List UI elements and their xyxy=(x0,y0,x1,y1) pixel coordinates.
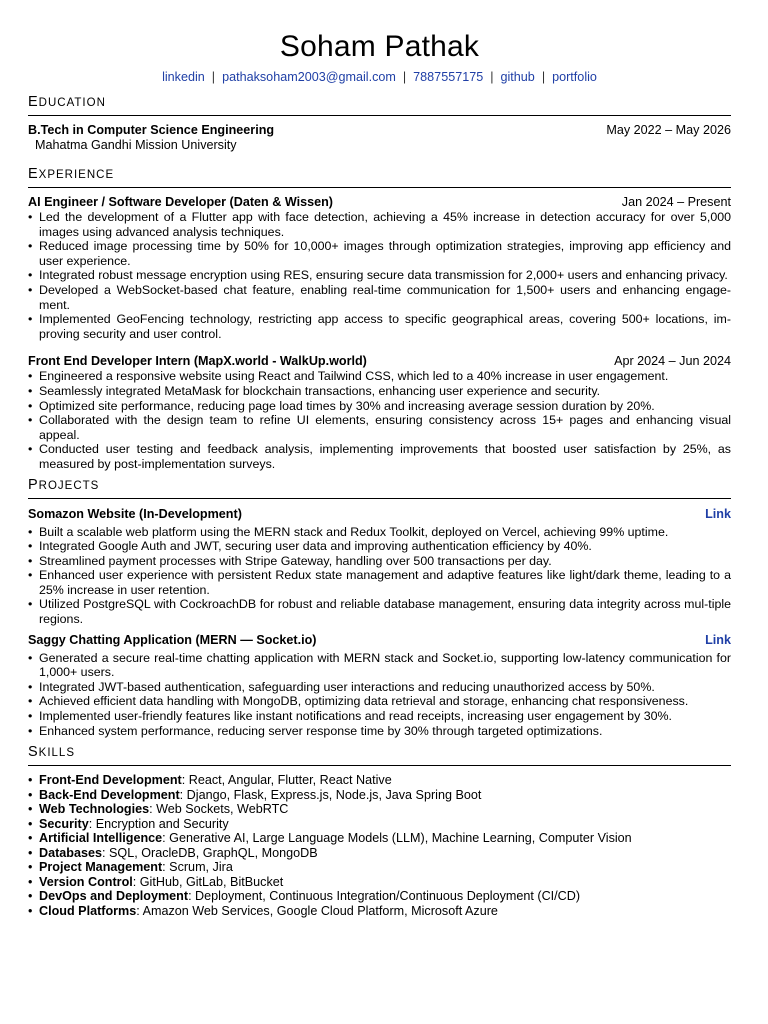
skills-list xyxy=(28,773,731,918)
skill-item: • Back-End Development: Django, Flask, Express.js, Node.js, Java Spring Boot xyxy=(28,788,731,803)
list-item: • Seamlessly integrated MetaMask for blockchain transactions, enhancing user experience and security. xyxy=(28,384,731,399)
contact-separator: | xyxy=(402,70,407,84)
skill-item: • DevOps and Deployment: Deployment, Continuous Integration/Continuous Deployment (CI/CD) xyxy=(28,889,731,904)
project-link[interactable]: Link xyxy=(705,506,731,521)
contact-separator: | xyxy=(211,70,216,84)
contact-separator: | xyxy=(541,70,546,84)
resume-page xyxy=(28,0,731,918)
portfolio-link[interactable]: portfolio xyxy=(552,70,597,84)
skill-item: • Databases: SQL, OracleDB, GraphQL, MongoDB xyxy=(28,846,731,861)
email-link[interactable]: pathaksoham2003@gmail.com xyxy=(222,70,396,84)
list-item: • Streamlined payment processes with Stripe Gateway, handling over 500 transactions per day. xyxy=(28,554,731,569)
skill-item: • Artificial Intelligence: Generative AI, Large Language Models (LLM), Machine Learning, Computer Vision xyxy=(28,831,731,846)
project-header xyxy=(28,507,731,522)
list-item: • Integrated robust message encryption using RES, ensuring secure data transmission for 2,000+ users and enhancing privacy. xyxy=(28,268,731,283)
phone-link[interactable]: 7887557175 xyxy=(413,70,484,84)
list-item: • Enhanced system performance, reducing server response time by 30% through targeted optimizations. xyxy=(28,724,731,739)
list-item: • Implemented user-friendly features like instant notifications and read receipts, increasing user engagement by 30%. xyxy=(28,709,731,724)
list-item: • Integrated JWT-based authentication, safeguarding user interactions and reducing unauthorized access by 50%. xyxy=(28,680,731,695)
list-item: • Optimized site performance, reducing page load times by 30% and increasing average session duration by 20%. xyxy=(28,399,731,414)
job-header xyxy=(28,354,731,369)
list-item: • Engineered a responsive website using React and Tailwind CSS, which led to a 40% increase in user engagement. xyxy=(28,369,731,384)
job-dates: Apr 2024 – Jun 2024 xyxy=(614,354,731,369)
project-header xyxy=(28,633,731,648)
skill-item: • Security: Encryption and Security xyxy=(28,817,731,832)
project-title: Saggy Chatting Application (MERN — Socket.io) xyxy=(28,632,317,647)
skill-item: • Project Management: Scrum, Jira xyxy=(28,860,731,875)
list-item: • Generated a secure real-time chatting application with MERN stack and Socket.io, supporting low-latency communication for 1,000+ users. xyxy=(28,651,731,680)
candidate-name: Soham Pathak xyxy=(279,30,480,63)
school-name: Mahatma Gandhi Mission University xyxy=(35,138,237,152)
skills-heading: SKILLS xyxy=(28,744,731,766)
list-item: • Reduced image processing time by 50% for 10,000+ images through optimization strategies, improving app efficiency and user experience. xyxy=(28,239,731,268)
skill-item: • Front-End Development: React, Angular, Flutter, React Native xyxy=(28,773,731,788)
education-dates: May 2022 – May 2026 xyxy=(606,123,731,137)
contact-bar xyxy=(28,69,731,85)
list-item: • Enhanced user experience with persistent Redux state management and adaptive features like light/dark theme, leading to a 25% increase in user retention. xyxy=(28,568,731,597)
list-item: • Achieved efficient data handling with MongoDB, optimizing data retrieval and storage, enhancing chat responsiveness. xyxy=(28,694,731,709)
skill-item: • Cloud Platforms: Amazon Web Services, Google Cloud Platform, Microsoft Azure xyxy=(28,904,731,919)
list-item: • Implemented GeoFencing technology, restricting app access to specific geographical areas, covering 500+ locations, im-proving security and user control. xyxy=(28,312,731,341)
education-heading: EDUCATION xyxy=(28,94,731,116)
project-title: Somazon Website (In-Development) xyxy=(28,506,242,521)
list-item: • Collaborated with the design team to refine UI elements, ensuring consistency across 15+ pages and enhancing visual appeal. xyxy=(28,413,731,442)
job-bullets xyxy=(28,210,731,341)
list-item: • Developed a WebSocket-based chat feature, enabling real-time communication for 1,500+ users and enhancing engage-ment. xyxy=(28,283,731,312)
project-link[interactable]: Link xyxy=(705,632,731,647)
job-dates: Jan 2024 – Present xyxy=(621,195,731,209)
experience-heading: EXPERIENCE xyxy=(28,166,731,188)
list-item: • Built a scalable web platform using the MERN stack and Redux Toolkit, deployed on Vercel, achieving 99% uptime. xyxy=(28,525,731,540)
github-link[interactable]: github xyxy=(500,70,535,84)
skill-item: • Version Control: GitHub, GitLab, BitBucket xyxy=(28,875,731,890)
project-bullets xyxy=(28,651,731,739)
education-row xyxy=(28,123,731,138)
linkedin-link[interactable]: linkedin xyxy=(162,70,205,84)
project-bullets xyxy=(28,525,731,627)
skill-item: • Web Technologies: Web Sockets, WebRTC xyxy=(28,802,731,817)
list-item: • Led the development of a Flutter app with face detection, achieving a 45% increase in detection accuracy for over 5,000 images using advanced analysis techniques. xyxy=(28,210,731,239)
job-title: AI Engineer / Software Developer (Daten & Wissen) xyxy=(28,195,334,209)
job-bullets xyxy=(28,369,731,471)
job-title: Front End Developer Intern (MapX.world - WalkUp.world) xyxy=(28,354,367,369)
list-item: • Conducted user testing and feedback analysis, implementing improvements that boosted user satisfaction by 25%, as measured by post-implementation surveys. xyxy=(28,442,731,471)
degree: B.Tech in Computer Science Engineering xyxy=(28,123,275,137)
list-item: • Utilized PostgreSQL with CockroachDB for robust and reliable database management, ensuring data integrity across mul-tiple regions. xyxy=(28,597,731,626)
projects-heading: PROJECTS xyxy=(28,477,731,499)
list-item: • Integrated Google Auth and JWT, securing user data and improving authentication efficiency by 40%. xyxy=(28,539,731,554)
job-header xyxy=(28,195,731,210)
contact-separator: | xyxy=(490,70,494,84)
